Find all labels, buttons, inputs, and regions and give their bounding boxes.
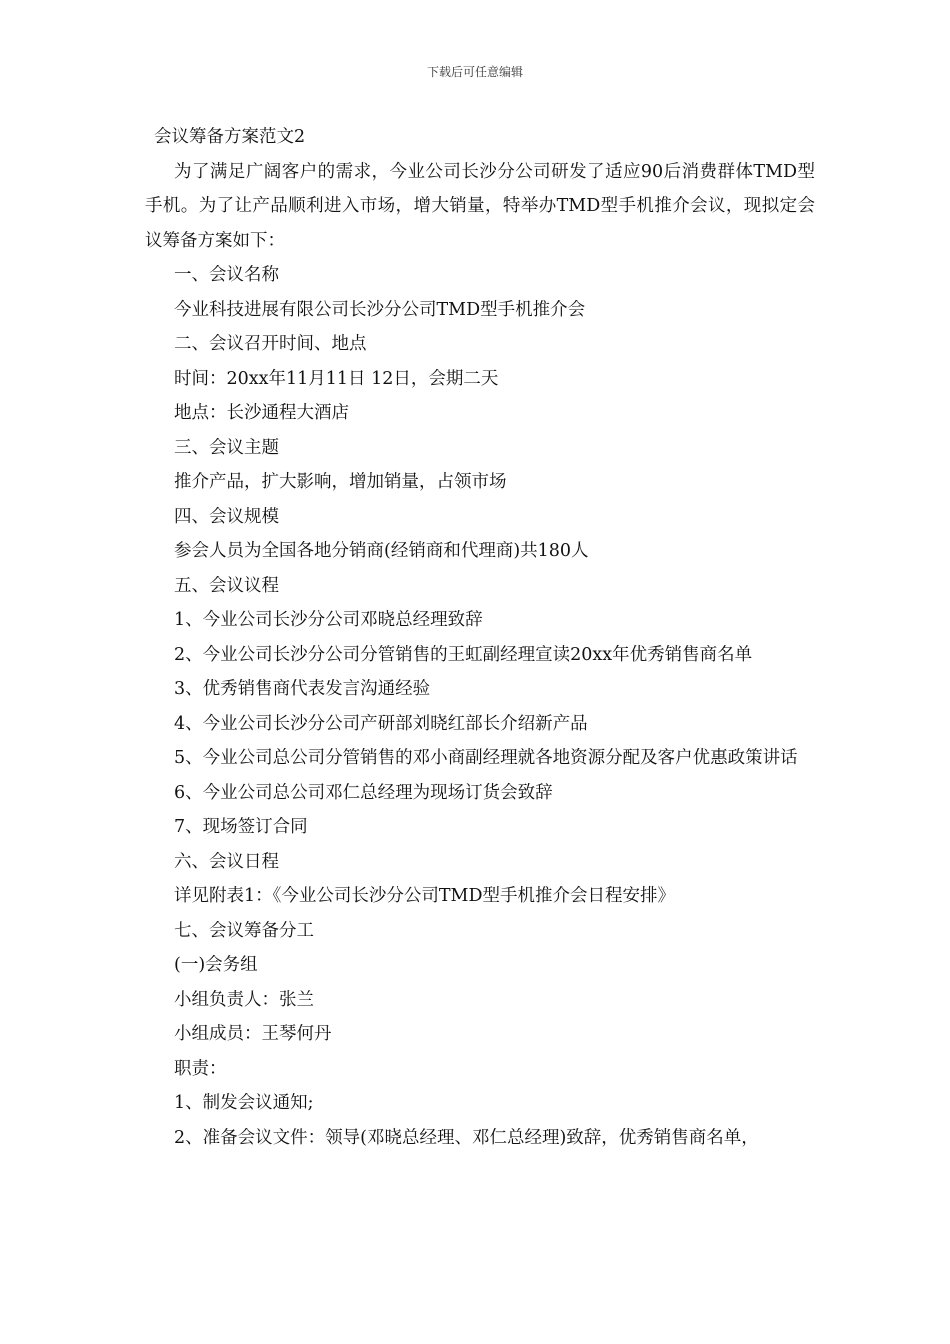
meeting-time-text: 时间：20xx年11月11日 12日，会期二天 xyxy=(174,368,499,389)
section-heading-agenda: 五、会议议程 xyxy=(174,575,279,596)
group-title: (一)会务组 xyxy=(174,955,258,975)
section-heading-scale: 四、会议规模 xyxy=(174,506,279,527)
agenda-item: 1、今业公司长沙分公司邓晓总经理致辞 xyxy=(174,610,483,630)
group-members: 小组成员：王琴何丹 xyxy=(174,1024,332,1044)
section-heading-division: 七、会议筹备分工 xyxy=(174,920,314,941)
duty-item: 2、准备会议文件：领导(邓晓总经理、邓仁总经理)致辞，优秀销售商名单， xyxy=(174,1127,759,1148)
schedule-text: 详见附表1：《今业公司长沙分公司TMD型手机推介会日程安排》 xyxy=(174,886,676,906)
meeting-theme-text: 推介产品，扩大影响，增加销量，占领市场 xyxy=(174,472,507,492)
duty-label: 职责： xyxy=(174,1058,227,1079)
agenda-item: 6、今业公司总公司邓仁总经理为现场订货会致辞 xyxy=(174,782,553,803)
agenda-item: 5、今业公司总公司分管销售的邓小商副经理就各地资源分配及客户优惠政策讲话 xyxy=(174,748,798,768)
duty-item: 1、制发会议通知; xyxy=(174,1093,314,1113)
agenda-item: 2、今业公司长沙分公司分管销售的王虹副经理宣读20xx年优秀销售商名单 xyxy=(174,644,753,665)
document-title: 会议筹备方案范文2 xyxy=(154,127,306,147)
group-leader: 小组负责人：张兰 xyxy=(174,989,314,1010)
agenda-item: 7、现场签订合同 xyxy=(174,817,308,837)
agenda-item: 4、今业公司长沙分公司产研部刘晓红部长介绍新产品 xyxy=(174,713,588,734)
intro-paragraph: 为了满足广阔客户的需求，今业公司长沙分公司研发了适应90后消费群体TMD型手机。为了让产品顺利进入市场，增大销量，特举办TMD型手机推介会议，现拟定会议筹备方案如下： xyxy=(145,161,815,251)
section-heading-name: 一、会议名称 xyxy=(174,265,279,285)
section-heading-schedule: 六、会议日程 xyxy=(174,851,279,872)
agenda-item: 3、优秀销售商代表发言沟通经验 xyxy=(174,679,431,699)
meeting-place-text: 地点：长沙通程大酒店 xyxy=(174,403,349,423)
meeting-scale-text: 参会人员为全国各地分销商(经销商和代理商)共180人 xyxy=(174,541,589,561)
meeting-name-text: 今业科技进展有限公司长沙分公司TMD型手机推介会 xyxy=(174,299,586,320)
section-heading-time-place: 二、会议召开时间、地点 xyxy=(174,334,367,354)
page-header-note: 下载后可任意编辑 xyxy=(426,65,523,79)
section-heading-theme: 三、会议主题 xyxy=(174,437,279,458)
document-body xyxy=(145,120,815,1155)
